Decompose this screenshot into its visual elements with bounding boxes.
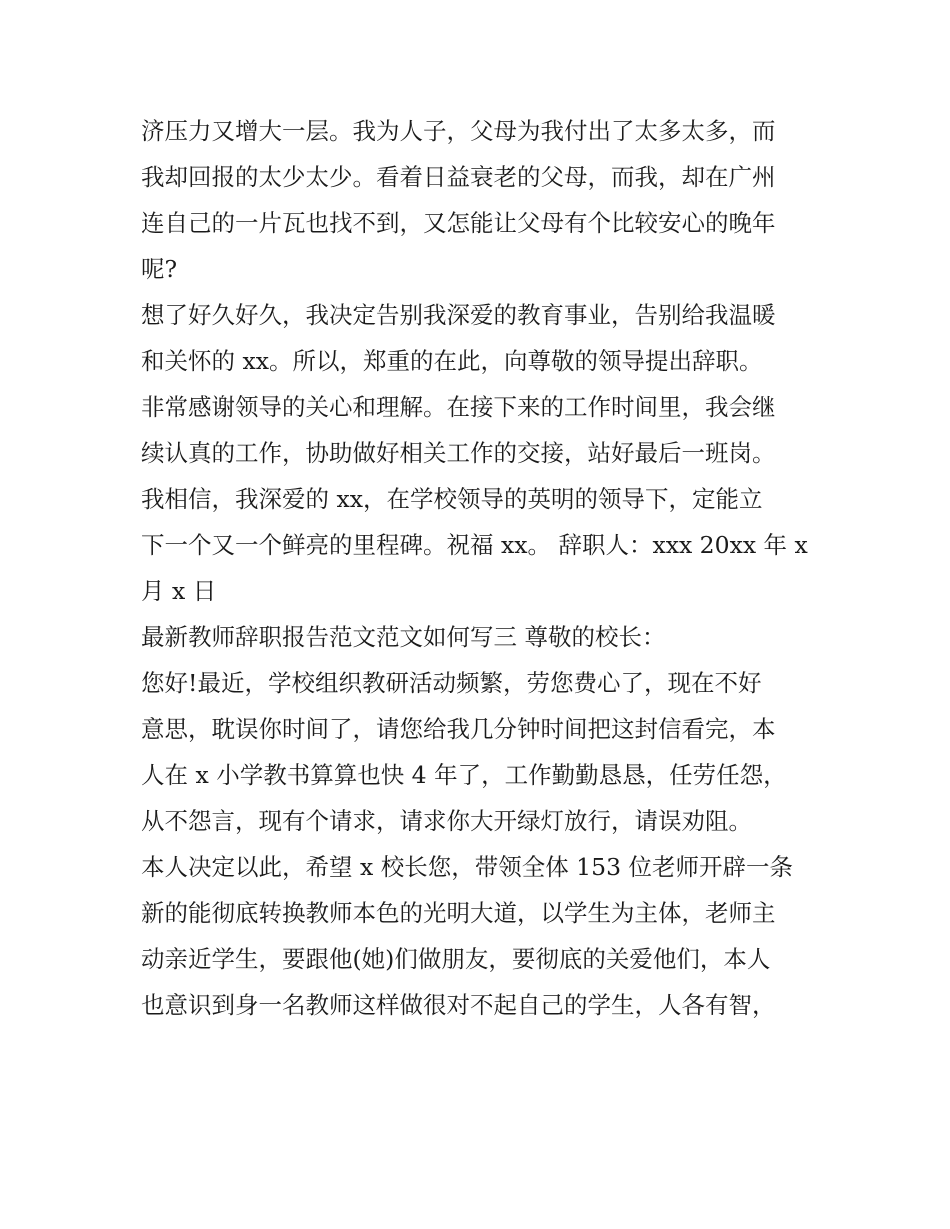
- text-line: 意思，耽误你时间了，请您给我几分钟时间把这封信看完，本: [141, 715, 776, 743]
- text-line: 呢?: [141, 255, 178, 283]
- text-line: 非常感谢领导的关心和理解。在接下来的工作时间里，我会继: [141, 393, 776, 421]
- text-line: 人在 x 小学教书算算也快 4 年了，工作勤勤恳恳，任劳任怨，: [141, 761, 787, 789]
- text-line: 连自己的一片瓦也找不到，又怎能让父母有个比较安心的晚年: [141, 209, 776, 237]
- body-text: [141, 108, 821, 1028]
- text-line: 也意识到身一名教师这样做很对不起自己的学生，人各有智，: [141, 991, 776, 1019]
- text-line: 想了好久好久，我决定告别我深爱的教育事业，告别给我温暖: [141, 301, 776, 329]
- text-line: 我相信，我深爱的 xx，在学校领导的英明的领导下，定能立: [141, 485, 763, 513]
- text-line: 新的能彻底转换教师本色的光明大道，以学生为主体，老师主: [141, 899, 776, 927]
- text-line: 本人决定以此，希望 x 校长您，带领全体 153 位老师开辟一条: [141, 853, 793, 881]
- text-line: 从不怨言，现有个请求，请求你大开绿灯放行，请误劝阻。: [141, 807, 752, 835]
- text-line: 续认真的工作，协助做好相关工作的交接，站好最后一班岗。: [141, 439, 776, 467]
- text-line: 济压力又增大一层。我为人子，父母为我付出了太多太多，而: [141, 117, 776, 145]
- text-line: 我却回报的太少太少。看着日益衰老的父母，而我，却在广州: [141, 163, 776, 191]
- section-heading-line: 最新教师辞职报告范文范文如何写三 尊敬的校长：: [141, 623, 666, 651]
- text-line: 您好!最近，学校组织教研活动频繁，劳您费心了，现在不好: [141, 669, 762, 697]
- text-line: 下一个又一个鲜亮的里程碑。祝福 xx。 辞职人：xxx 20xx 年 x: [141, 531, 808, 559]
- text-line: 动亲近学生，要跟他(她)们做朋友，要彻底的关爱他们，本人: [141, 945, 771, 973]
- text-line: 月 x 日: [141, 577, 217, 605]
- text-line: 和关怀的 xx。所以，郑重的在此，向尊敬的领导提出辞职。: [141, 347, 763, 375]
